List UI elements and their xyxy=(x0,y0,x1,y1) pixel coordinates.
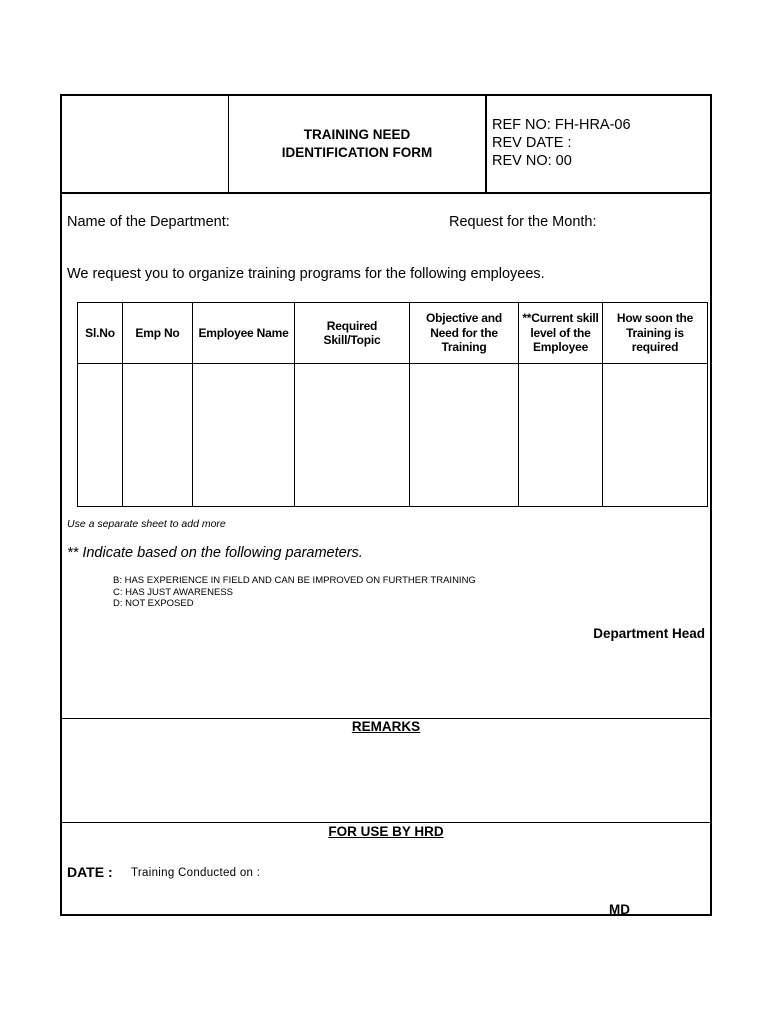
form-header xyxy=(62,96,710,194)
separate-sheet-note: Use a separate sheet to add more xyxy=(67,518,226,530)
reference-cell xyxy=(487,96,710,192)
parameter-b: B: HAS EXPERIENCE IN FIELD AND CAN BE IMPROVED ON FURTHER TRAINING xyxy=(113,575,476,586)
department-head-label: Department Head xyxy=(593,626,705,641)
form-title xyxy=(229,96,487,192)
cell-employee-name[interactable] xyxy=(193,364,295,507)
indicate-parameters-text: ** Indicate based on the following parameters. xyxy=(67,545,363,561)
md-label: MD xyxy=(609,902,630,917)
cell-current-skill[interactable] xyxy=(519,364,603,507)
column-header-objective: Objective and Need for the Training xyxy=(410,303,519,364)
column-header-current-skill: **Current skill level of the Employee xyxy=(519,303,603,364)
remarks-label: REMARKS xyxy=(351,719,421,734)
title-line-1: TRAINING NEED xyxy=(303,127,411,142)
parameter-c: C: HAS JUST AWARENESS xyxy=(113,586,234,598)
table-header-row xyxy=(78,303,708,364)
table-row xyxy=(78,364,708,507)
employee-table xyxy=(77,302,708,507)
ref-no: REF NO: FH-HRA-06 xyxy=(492,117,631,133)
training-need-form xyxy=(60,94,712,916)
cell-required-skill[interactable] xyxy=(295,364,410,507)
parameter-list xyxy=(113,575,476,610)
cell-emp-no[interactable] xyxy=(123,364,193,507)
column-header-employee-name: Employee Name xyxy=(193,303,295,364)
column-header-required-skill: Required Skill/Topic xyxy=(295,303,410,364)
cell-how-soon[interactable] xyxy=(603,364,708,507)
date-label: DATE : xyxy=(67,864,113,880)
column-header-sl-no: Sl.No xyxy=(78,303,123,364)
request-month-label: Request for the Month: xyxy=(449,214,597,230)
title-line-2: IDENTIFICATION FORM xyxy=(281,145,433,160)
cell-sl-no[interactable] xyxy=(78,364,123,507)
training-conducted-label: Training Conducted on : xyxy=(131,867,261,879)
rev-no: REV NO: 00 xyxy=(492,153,572,169)
hrd-divider xyxy=(62,822,710,823)
request-text: We request you to organize training programs for the following employees. xyxy=(67,266,545,282)
parameter-d: D: NOT EXPOSED xyxy=(113,598,194,609)
column-header-emp-no: Emp No xyxy=(123,303,193,364)
cell-objective[interactable] xyxy=(410,364,519,507)
column-header-how-soon: How soon the Training is required xyxy=(603,303,708,364)
rev-date: REV DATE : xyxy=(492,135,572,151)
logo-cell xyxy=(62,96,229,192)
department-name-label: Name of the Department: xyxy=(67,214,230,230)
hrd-label: FOR USE BY HRD xyxy=(328,824,444,839)
